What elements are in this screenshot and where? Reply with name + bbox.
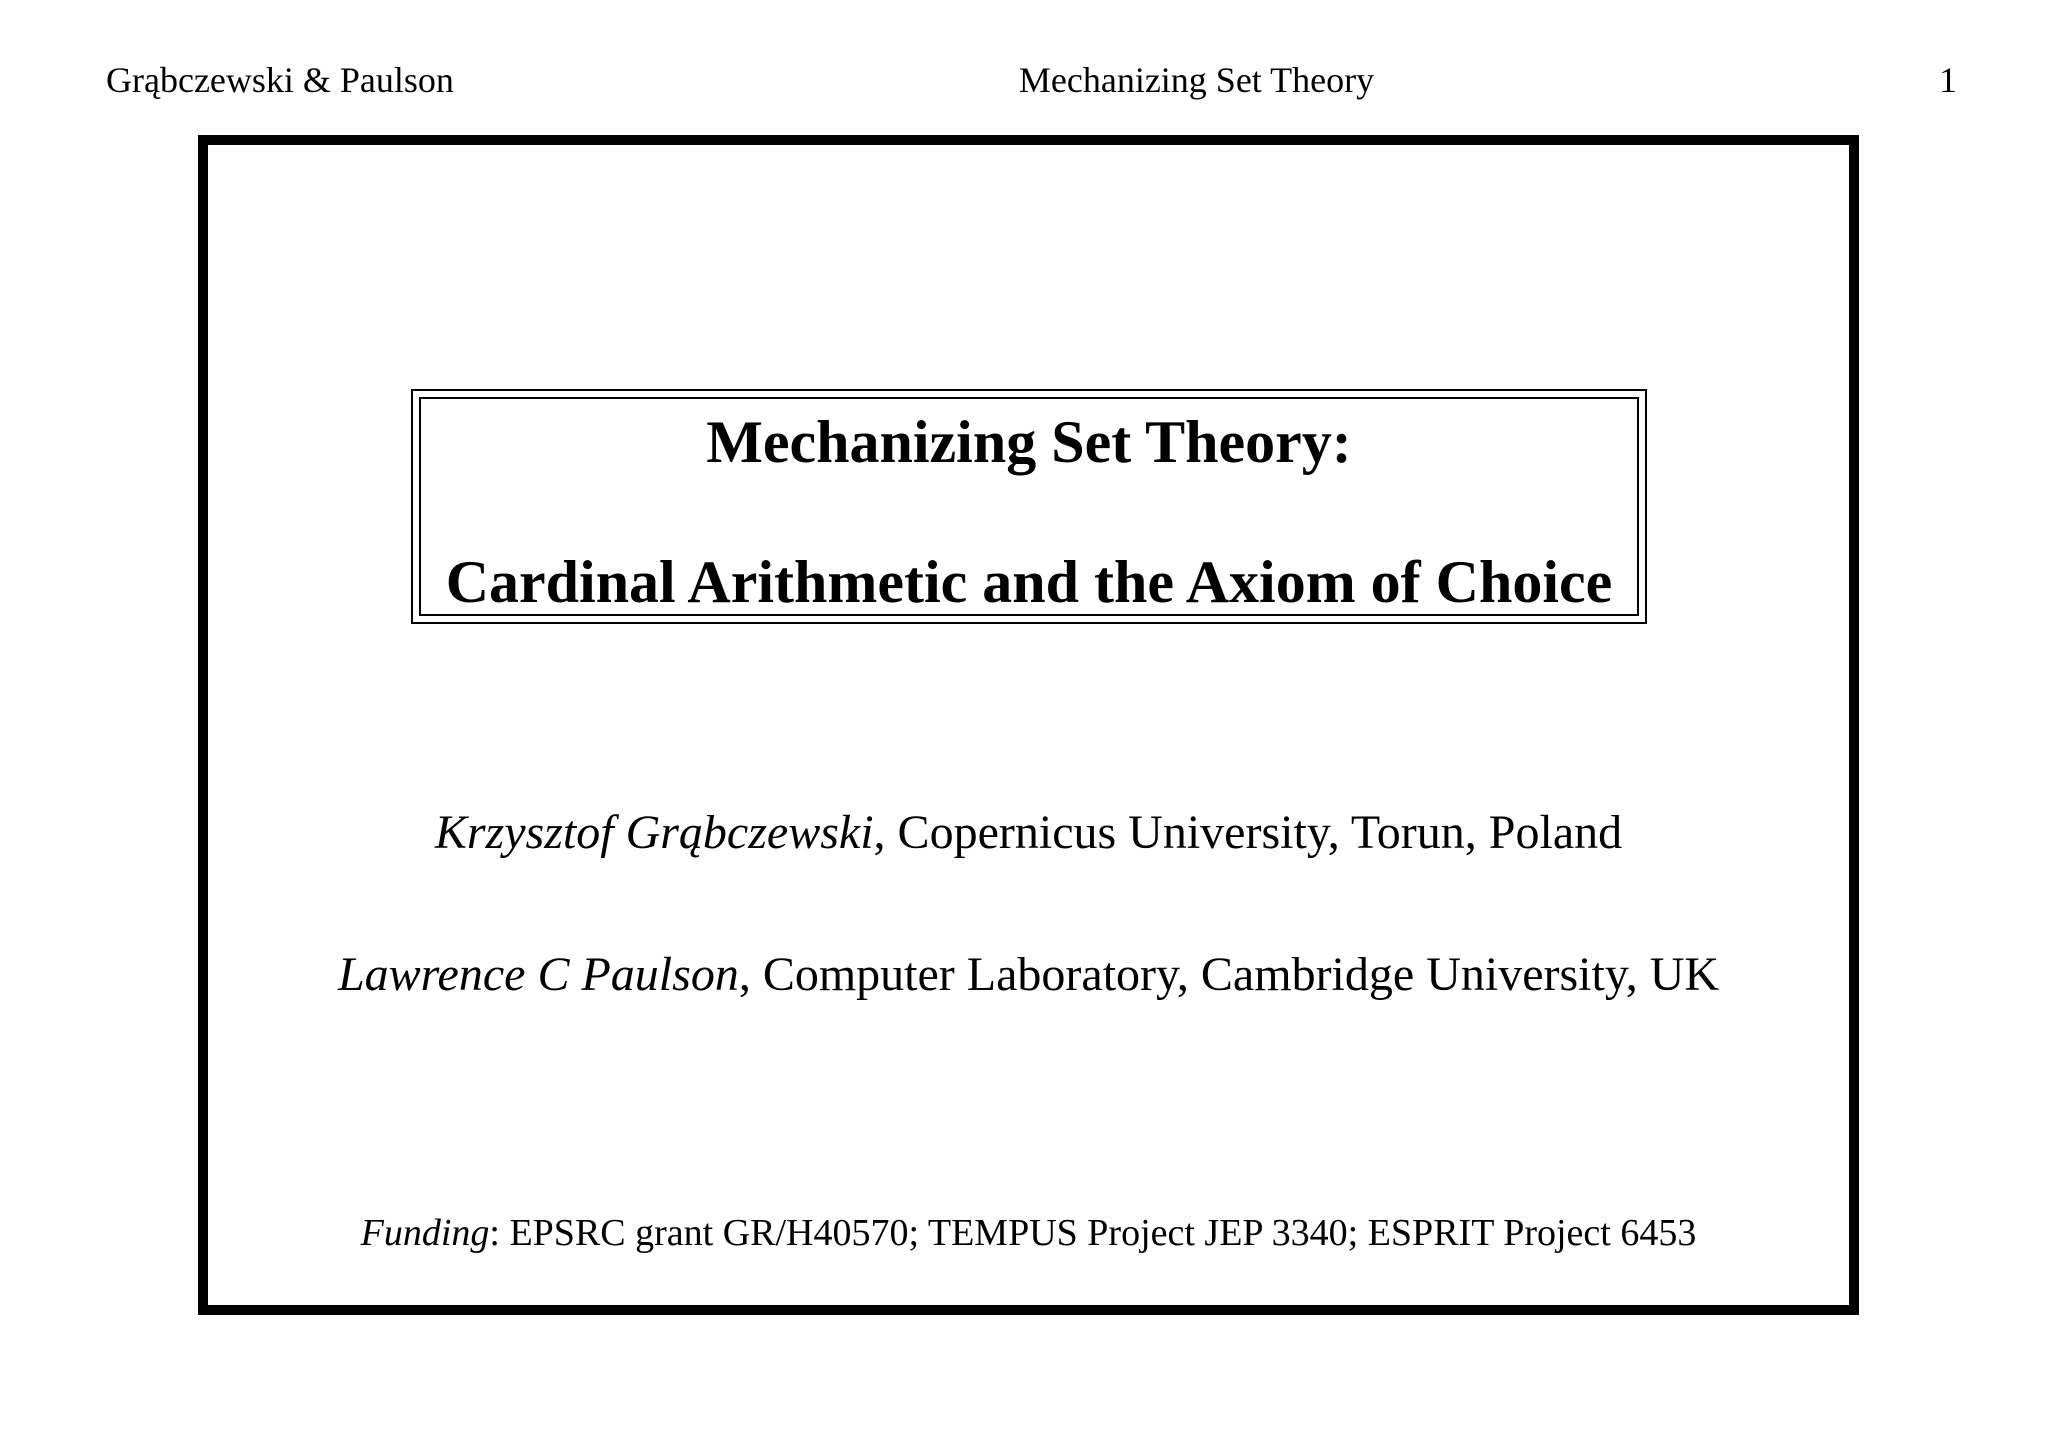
slide-frame <box>198 135 1859 1315</box>
author-affiliation: , Copernicus University, Torun, Poland <box>873 806 1623 859</box>
author-name: Krzysztof Grąbczewski <box>434 806 874 859</box>
funding-label: Funding <box>360 1212 490 1254</box>
author-name: Lawrence C Paulson <box>337 948 739 1001</box>
running-head-title: Mechanizing Set Theory <box>1018 60 1375 100</box>
slide-title-line-1: Mechanizing Set Theory: <box>706 409 1352 475</box>
funding-line <box>198 1210 1859 1256</box>
title-box <box>411 389 1647 624</box>
author-line-grabczewski <box>198 804 1859 862</box>
funding-text: : EPSRC grant GR/H40570; TEMPUS Project JEP 3340; ESPRIT Project 6453 <box>489 1212 1697 1254</box>
author-affiliation: , Computer Laboratory, Cambridge University, UK <box>738 948 1720 1001</box>
slide-title-line-2: Cardinal Arithmetic and the Axiom of Choice <box>445 549 1613 615</box>
page-number: 1 <box>1939 60 1957 100</box>
author-line-paulson <box>198 946 1859 1004</box>
running-head-authors: Grąbczewski & Paulson <box>106 60 454 100</box>
